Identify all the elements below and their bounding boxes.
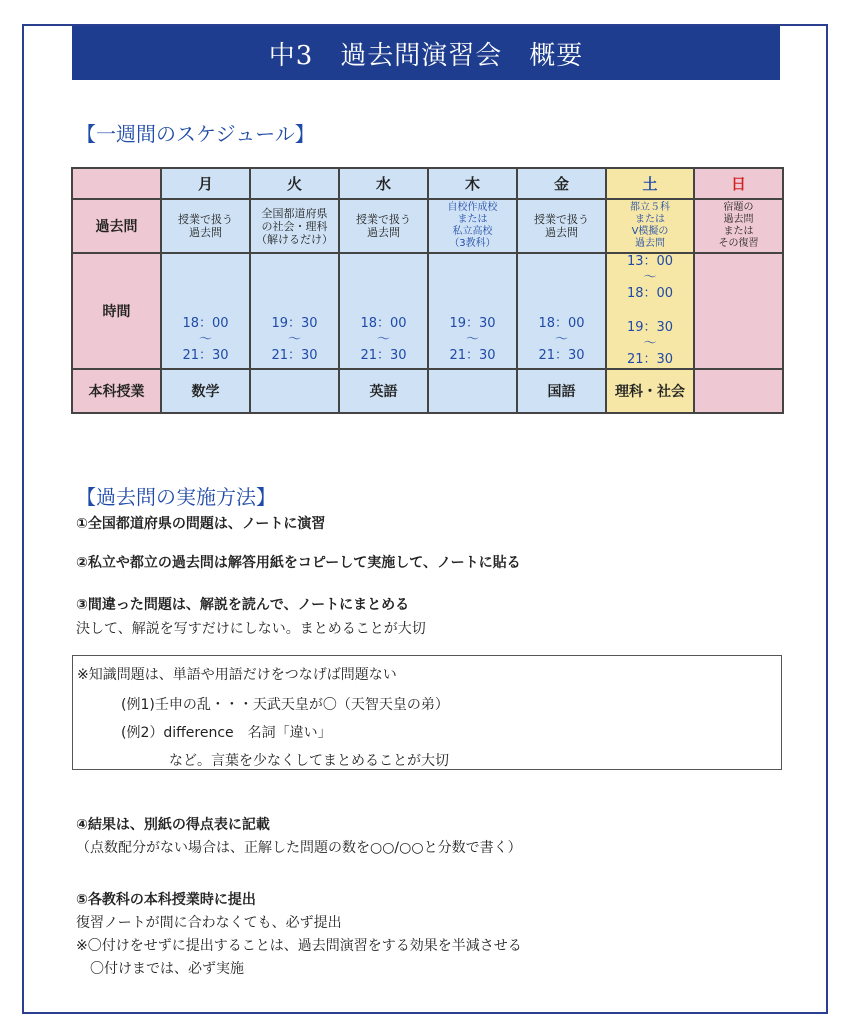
- method-1: ①全国都道府県の問題は、ノートに演習: [76, 516, 326, 532]
- kakomon-row: [72, 199, 783, 253]
- time-mon: 18：00 ～ 21：30: [161, 253, 250, 369]
- kakomon-fri: 授業で扱う 過去問: [517, 199, 606, 253]
- kakomon-thu: 自校作成校 または 私立高校 （3教科）: [428, 199, 517, 253]
- method-5-detail-3: 〇付けまでは、必ず実施: [76, 961, 244, 977]
- page-title: 中3 過去問演習会 概要: [72, 26, 780, 80]
- kakomon-mon: 授業で扱う 過去問: [161, 199, 250, 253]
- method-3: ③間違った問題は、解説を読んで、ノートにまとめる: [76, 597, 410, 613]
- kakomon-sun: 宿題の 過去問 または その復習: [694, 199, 783, 253]
- method-2: ②私立や都立の過去問は解答用紙をコピーして実施して、ノートに貼る: [76, 555, 521, 571]
- time-wed: 18：00 ～ 21：30: [339, 253, 428, 369]
- schedule-heading: 【一週間のスケジュール】: [76, 122, 315, 146]
- subject-wed: 英語: [339, 369, 428, 413]
- note-box: [72, 655, 782, 770]
- kakomon-wed: 授業で扱う 過去問: [339, 199, 428, 253]
- subject-sun: [694, 369, 783, 413]
- day-sat: 土: [606, 168, 694, 199]
- row-label-class: 本科授業: [72, 369, 161, 413]
- note-line-4: など。言葉を少なくしてまとめることが大切: [169, 753, 449, 769]
- row-label-kakomon: 過去問: [72, 199, 161, 253]
- note-line-2: (例1)壬申の乱・・・天武天皇が〇（天智天皇の弟）: [121, 697, 449, 713]
- day-thu: 木: [428, 168, 517, 199]
- subject-thu: [428, 369, 517, 413]
- class-row: [72, 369, 783, 413]
- subject-mon: 数学: [161, 369, 250, 413]
- subject-fri: 国語: [517, 369, 606, 413]
- method-5-detail-2: ※〇付けをせずに提出することは、過去問演習をする効果を半減させる: [76, 938, 522, 954]
- day-mon: 月: [161, 168, 250, 199]
- time-sat: 13：00 ～ 18：00 19：30 ～ 21：30: [606, 253, 694, 369]
- method-4-detail: （点数配分がない場合は、正解した問題の数を○○/○○と分数で書く）: [76, 840, 522, 856]
- note-line-3: (例2）difference 名詞「違い」: [121, 725, 332, 741]
- method-5-detail-1: 復習ノートが間に合わなくても、必ず提出: [76, 915, 342, 931]
- time-row: [72, 253, 783, 369]
- time-thu: 19：30 ～ 21：30: [428, 253, 517, 369]
- time-sun: [694, 253, 783, 369]
- method-4: ④結果は、別紙の得点表に記載: [76, 817, 270, 833]
- day-wed: 水: [339, 168, 428, 199]
- subject-tue: [250, 369, 339, 413]
- kakomon-tue: 全国都道府県 の社会・理科 （解けるだけ）: [250, 199, 339, 253]
- day-header-row: [72, 168, 783, 199]
- method-heading: 【過去問の実施方法】: [76, 485, 276, 509]
- note-line-1: ※知識問題は、単語や用語だけをつなげば問題ない: [77, 667, 397, 683]
- kakomon-sat: 都立５科 または V模擬の 過去問: [606, 199, 694, 253]
- method-5: ⑤各教科の本科授業時に提出: [76, 892, 256, 908]
- schedule-table: [71, 167, 784, 414]
- method-3-detail: 決して、解説を写すだけにしない。まとめることが大切: [76, 621, 426, 637]
- day-fri: 金: [517, 168, 606, 199]
- subject-sat: 理科・社会: [606, 369, 694, 413]
- time-tue: 19：30 ～ 21：30: [250, 253, 339, 369]
- corner-cell: [72, 168, 161, 199]
- time-fri: 18：00 ～ 21：30: [517, 253, 606, 369]
- day-sun: 日: [694, 168, 783, 199]
- day-tue: 火: [250, 168, 339, 199]
- row-label-time: 時間: [72, 253, 161, 369]
